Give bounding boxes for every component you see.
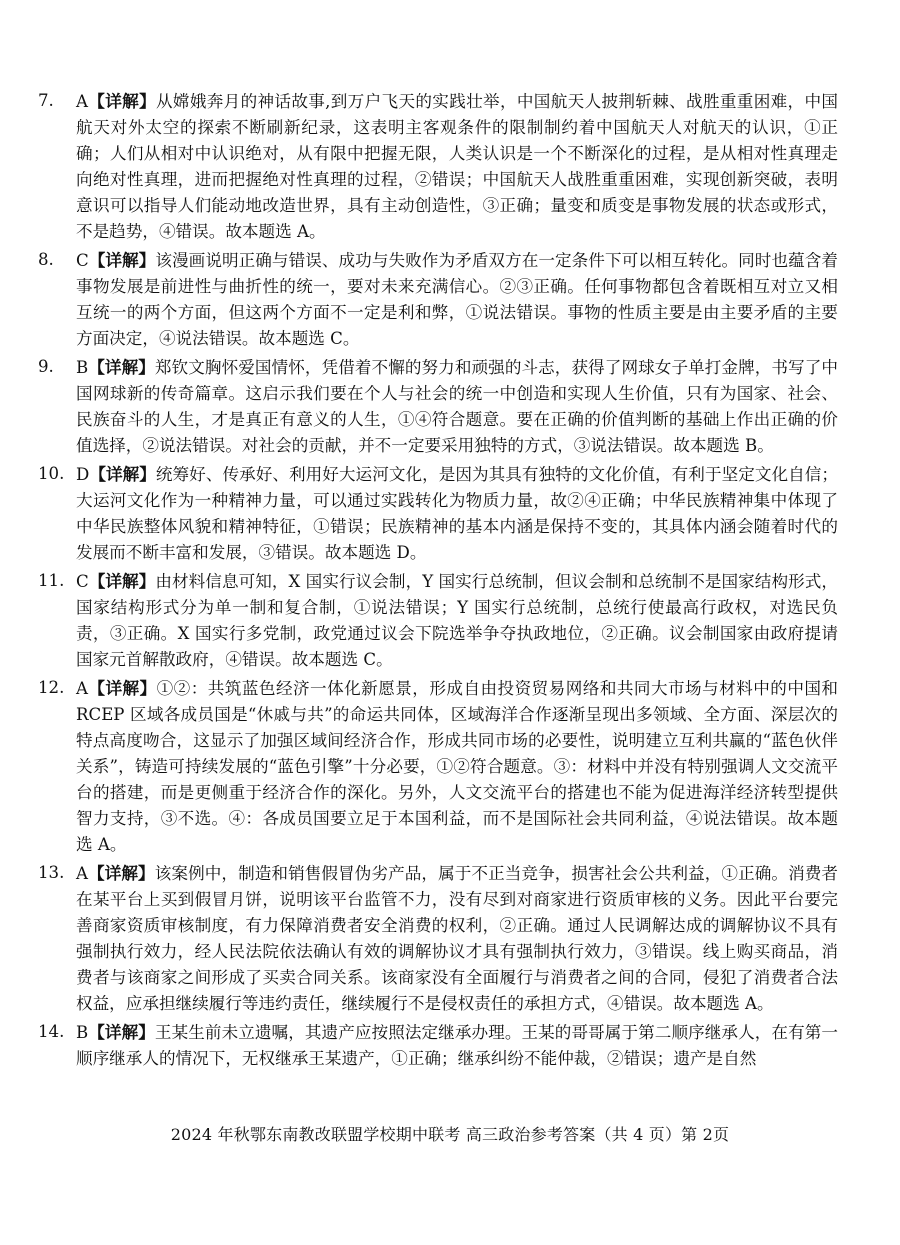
answer-item-10 xyxy=(38,461,838,566)
answer-item-8 xyxy=(38,247,838,352)
item-number: 8. xyxy=(38,250,54,269)
explanation-tag: 【详解】 xyxy=(88,571,156,591)
item-number: 12. xyxy=(38,678,65,697)
answer-letter: B xyxy=(76,358,89,377)
explanation-tag: 【详解】 xyxy=(89,464,156,484)
answer-letter: C xyxy=(76,572,89,591)
answer-letter: A xyxy=(76,679,88,698)
explanation-text: 从嫦娥奔月的神话故事,到万户飞天的实践壮举，中国航天人披荆斩棘、战胜重重困难，中国航天对外太空的探索不断刷新纪录，这表明主客观条件的限制制约着中国航天人对航天的认识，①正确；人们从相对中认识绝对，从有限中把握无限，人类认识是一个不断深化的过程，是从相对性真理走向绝对性真理，进而把握绝对性真理的过程，②错误；中国航天人战胜重重困难，实现创新突破，表明意识可以指导人们能动地改造世界，具有主动创造性，③正确；量变和质变是事物发展的状态或形式，不是趋势，④错误。故本题选 A。 xyxy=(76,92,838,241)
item-number: 7. xyxy=(38,91,54,110)
answer-item-12 xyxy=(38,675,838,858)
explanation-tag: 【详解】 xyxy=(87,678,157,698)
item-number: 11. xyxy=(38,571,65,590)
explanation-tag: 【详解】 xyxy=(88,1022,155,1042)
answer-item-14 xyxy=(38,1019,838,1072)
answer-letter: B xyxy=(76,1023,89,1042)
answer-letter: A xyxy=(76,92,88,111)
item-number: 9. xyxy=(38,357,54,376)
answer-letter: D xyxy=(76,465,90,484)
answer-item-13 xyxy=(38,860,838,1017)
answer-list xyxy=(38,88,838,1074)
explanation-text: 该案例中，制造和销售假冒伪劣产品，属于不正当竞争，损害社会公共利益，①正确。消费者在某平台上买到假冒月饼，说明该平台监管不力，没有尽到对商家进行资质审核的义务。因此平台要完善商家资质审核制度，有力保障消费者安全消费的权利，②正确。通过人民调解达成的调解协议不具有强制执行效力，经人民法院依法确认有效的调解协议才具有强制执行效力，③错误。线上购买商品，消费者与该商家之间形成了买卖合同关系。该商家没有全面履行与消费者之间的合同，侵犯了消费者合法权益，应承担继续履行等违约责任，继续履行不是侵权责任的承担方式，④错误。故本题选 A。 xyxy=(76,864,839,1013)
explanation-text: 郑钦文胸怀爱国情怀，凭借着不懈的努力和顽强的斗志，获得了网球女子单打金牌，书写了中国网球新的传奇篇章。这启示我们要在个人与社会的统一中创造和实现人生价值，只有为国家、社会、民族奋斗的人生，才是真正有意义的人生，①④符合题意。要在正确的价值判断的基础上作出正确的价值选择，②说法错误。对社会的贡献，并不一定要采用独特的方式，③说法错误。故本题选 B。 xyxy=(76,358,838,455)
explanation-tag: 【详解】 xyxy=(87,863,155,883)
explanation-tag: 【详解】 xyxy=(87,91,156,111)
answer-letter: A xyxy=(76,864,88,883)
item-number: 10. xyxy=(38,464,65,483)
item-number: 13. xyxy=(38,863,65,882)
item-number: 14. xyxy=(38,1022,65,1041)
page-footer: 2024 年秋鄂东南教改联盟学校期中联考 高三政治参考答案（共 4 页）第 2页 xyxy=(170,1125,730,1144)
explanation-text: 由材料信息可知，X 国实行议会制，Y 国实行总统制，但议会制和总统制不是国家结构形式，国家结构形式分为单一制和复合制，①说法错误；Y 国实行总统制，总统行使最高行政权，对选民负责，③正确。X 国实行多党制，政党通过议会下院选举争夺执政地位，②正确。议会制国家由政府提请国家元首解散政府，④错误。故本题选 C。 xyxy=(76,572,838,669)
explanation-text: 统筹好、传承好、利用好大运河文化，是因为其具有独特的文化价值，有利于坚定文化自信；大运河文化作为一种精神力量，可以通过实践转化为物质力量，故②④正确；中华民族精神集中体现了中华民族整体风貌和精神特征，①错误；民族精神的基本内涵是保持不变的，其具体内涵会随着时代的发展而不断丰富和发展，③错误。故本题选 D。 xyxy=(76,465,838,562)
explanation-tag: 【详解】 xyxy=(88,250,156,270)
explanation-tag: 【详解】 xyxy=(88,357,155,377)
explanation-text: 该漫画说明正确与错误、成功与失败作为矛盾双方在一定条件下可以相互转化。同时也蕴含着事物发展是前进性与曲折性的统一，要对未来充满信心。②③正确。任何事物都包含着既相互对立又相互统一的两个方面，但这两个方面不一定是利和弊，①说法错误。事物的性质主要是由主要矛盾的主要方面决定，④说法错误。故本题选 C。 xyxy=(76,251,839,348)
answer-item-11 xyxy=(38,568,838,673)
answer-letter: C xyxy=(76,251,89,270)
explanation-text: ①②：共筑蓝色经济一体化新愿景，形成自由投资贸易网络和共同大市场与材料中的中国和 RCEP 区域各成员国是“休戚与共”的命运共同体，区域海洋合作逐渐呈现出多领域、全方面、深层次的特点高度吻合，这显示了加强区域间经济合作，形成共同市场的必要性，说明建立互利共赢的“蓝色伙伴关系”，铸造可持续发展的“蓝色引擎”十分必要，①②符合题意。③：材料中并没有特别强调人文交流平台的搭建，而是更侧重于经济合作的深化。另外，人文交流平台的搭建也不能为促进海洋经济转型提供智力支持，③不选。④：各成员国要立足于本国利益，而不是国际社会共同利益，④说法错误。故本题选 A。 xyxy=(76,679,839,854)
answer-item-7 xyxy=(38,88,838,245)
answer-item-9 xyxy=(38,354,838,459)
explanation-text: 王某生前未立遗嘱，其遗产应按照法定继承办理。王某的哥哥属于第二顺序继承人，在有第一顺序继承人的情况下，无权继承王某遗产，①正确；继承纠纷不能仲裁，②错误；遗产是自然 xyxy=(76,1023,838,1068)
